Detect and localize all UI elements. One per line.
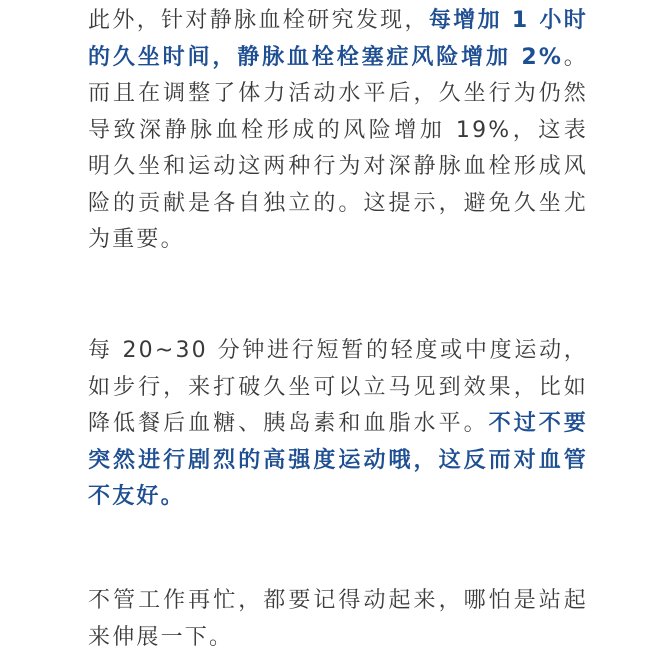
text-segment: 不管工作再忙，都要记得动起来，哪怕是站起来伸展一下。 — [88, 588, 588, 650]
paragraph-dvt-research — [88, 3, 588, 259]
paragraph-exercise-advice — [88, 333, 588, 516]
text-segment: 每 20~30 分钟进行短暂的轻度或中度运动，如步行，来打破久坐可以立马见到效果，比如降低餐后血糖、胰岛素和血脂水平。 — [88, 338, 588, 436]
highlighted-text: 每增加 1 小时的久坐时间，静脉血栓栓塞症风险增加 2% — [88, 8, 588, 70]
text-segment: 。而且在调整了体力活动水平后，久坐行为仍然导致深静脉血栓形成的风险增加 19%，这表明久坐和运动这两种行为对深静脉血栓形成风险的贡献是各自独立的。这提示，避免久坐尤为重要。 — [88, 44, 588, 252]
highlighted-text: 不过不要突然进行剧烈的高强度运动哦，这反而对血管不友好。 — [88, 411, 588, 509]
text-segment: 此外，针对静脉血栓研究发现， — [88, 8, 429, 33]
paragraph-closing — [88, 583, 588, 656]
